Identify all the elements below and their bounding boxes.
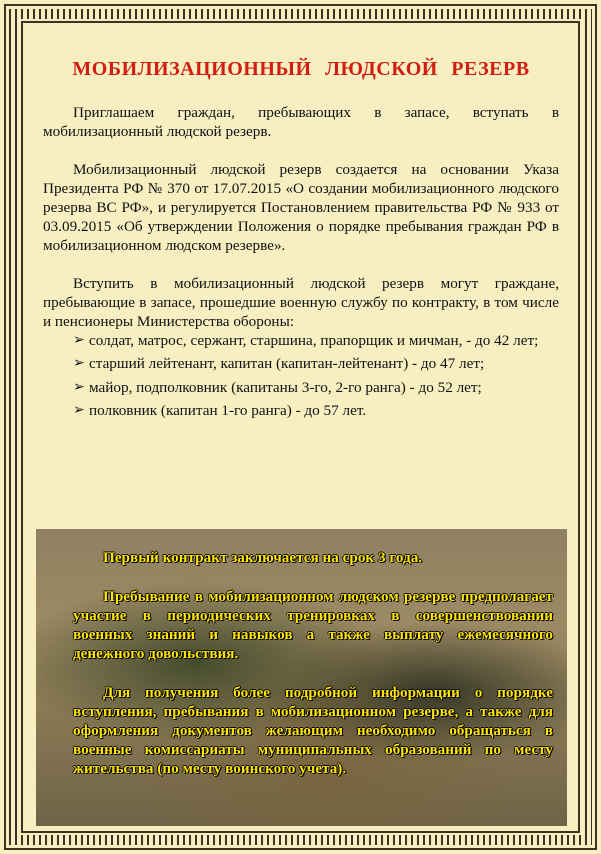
list-item: ➢ старший лейтенант, капитан (капитан-лейтенант) - до 47 лет;: [73, 355, 485, 373]
contract-term-text: Первый контракт заключается на срок 3 года.: [103, 549, 423, 566]
photo-overlay-text: [73, 548, 553, 798]
arrowhead-bullet-icon: ➢: [73, 402, 85, 418]
list-item: ➢ солдат, матрос, сержант, старшина, прапорщик и мичман, - до 42 лет;: [73, 332, 539, 350]
page-title: МОБИЛИЗАЦИОННЫЙ ЛЮДСКОЙ РЕЗЕРВ: [72, 58, 530, 80]
list-item: ➢ полковник (капитан 1-го ранга) - до 57 лет.: [73, 401, 367, 419]
age-limits-list: [43, 331, 559, 420]
main-text: [43, 52, 559, 424]
list-item: ➢ майор, подполковник (капитаны 3-го, 2-го ранга) - до 52 лет;: [73, 378, 482, 396]
arrowhead-bullet-icon: ➢: [73, 379, 85, 395]
intro-paragraph: Приглашаем граждан, пребывающих в запасе, вступать в мобилизационный людской резерв.: [43, 104, 559, 141]
eligibility-paragraph: Вступить в мобилизационный людской резерв могут граждане, пребывающие в запасе, прошедшие военную службу по контракту, в том числе и пенсионеры Министерства обороны:: [43, 274, 559, 331]
arrowhead-bullet-icon: ➢: [73, 356, 85, 372]
arrowhead-bullet-icon: ➢: [73, 333, 85, 349]
soldier-photo-panel: [36, 529, 567, 826]
legal-basis-paragraph: Мобилизационный людской резерв создается на основании Указа Президента РФ № 370 от 17.07.2015 «О создании мобилизационного людского резерва ВС РФ», и регулируется Постановлением правительства РФ № 933 от 03.09.2015 «Об утверждении Положения о порядке пребывания граждан РФ в мобилизационном людском резерве».: [43, 160, 559, 255]
contact-info-text: Для получения более подробной информации о порядке вступления, пребывания в мобилизационном резерве, а также для оформления документов желающим необходимо обращаться в военные комиссариаты муниципальных образований по месту жительства (по месту воинского учета).: [73, 684, 553, 777]
training-text: Пребывание в мобилизационном людском резерве предполагает участие в периодических тренировках в совершенствовании военных знаний и навыков а также выплату ежемесячного денежного довольствия.: [73, 588, 553, 662]
